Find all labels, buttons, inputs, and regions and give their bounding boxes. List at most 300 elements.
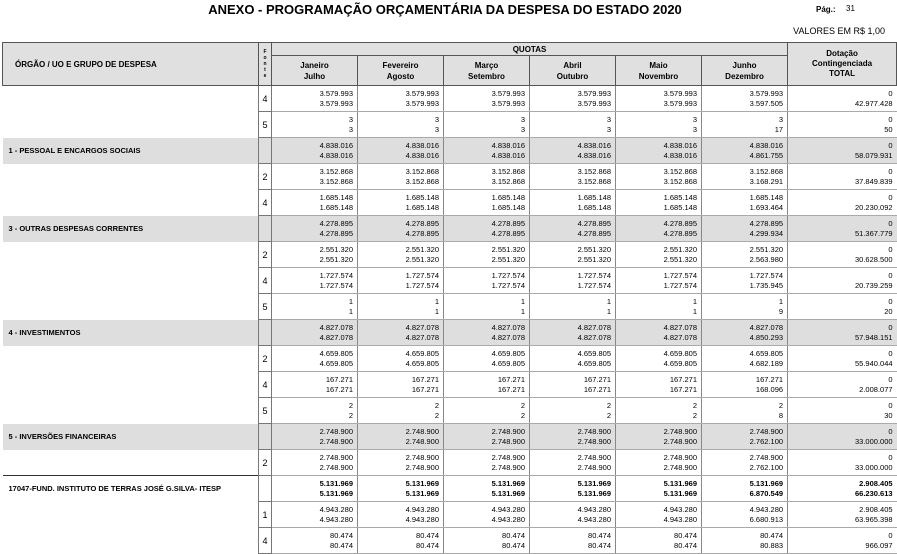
value-second-half: 50	[884, 124, 893, 134]
value-second-half: 4.943.280	[663, 514, 697, 524]
quota-cell	[616, 86, 702, 112]
page-number: 31	[846, 4, 855, 13]
quota-cell	[616, 164, 702, 190]
value-second-half: 30.628.500	[855, 254, 893, 264]
row-label: 4 - INVESTIMENTOS	[3, 320, 259, 346]
value-second-half: 80.474	[416, 540, 439, 550]
value-first-half: 3	[692, 114, 697, 124]
value-second-half: 1.727.574	[577, 280, 611, 290]
value-first-half: 3.579.993	[491, 88, 525, 98]
column-header-orgao: ÓRGÃO / UO E GRUPO DE DESPESA	[3, 43, 259, 86]
value-second-half: 4.278.895	[491, 228, 525, 238]
row-fonte: 5	[259, 112, 272, 138]
quota-cell	[530, 476, 616, 502]
value-first-half: 1.685.148	[663, 192, 697, 202]
row-fonte: 5	[259, 398, 272, 424]
value-second-half: 5.131.969	[491, 488, 525, 498]
value-second-half: 2.748.900	[577, 462, 611, 472]
value-first-half: 4.838.016	[577, 140, 611, 150]
value-second-half: 5.131.969	[319, 488, 353, 498]
value-second-half: 6.680.913	[749, 514, 784, 524]
value-first-half: 5.131.969	[491, 478, 525, 488]
value-first-half: 4.278.895	[319, 218, 353, 228]
value-first-half: 167.271	[411, 374, 439, 384]
value-first-half: 1	[348, 296, 353, 306]
value-second-half: 8	[778, 410, 784, 420]
quota-cell	[358, 294, 444, 320]
value-second-half: 42.977.428	[855, 98, 893, 108]
value-first-half: 2.748.900	[491, 452, 525, 462]
value-first-half: 0	[888, 270, 893, 280]
table-row	[3, 112, 897, 138]
value-first-half: 3.152.868	[663, 166, 697, 176]
total-header-line2: Contingenciada	[812, 59, 873, 68]
table-row	[3, 164, 897, 190]
row-label	[3, 86, 259, 112]
row-label	[3, 242, 259, 268]
quota-cell	[272, 450, 358, 476]
quota-cell	[272, 476, 358, 502]
quota-cell	[530, 294, 616, 320]
value-second-half: 2.748.900	[405, 436, 439, 446]
value-first-half: 2.551.320	[749, 244, 784, 254]
value-first-half: 2.551.320	[319, 244, 353, 254]
quota-cell	[616, 320, 702, 346]
value-first-half: 4.943.280	[749, 504, 784, 514]
value-second-half: 4.861.755	[749, 150, 784, 160]
column-header-month: Maio Novembro	[616, 56, 702, 86]
total-cell	[788, 502, 897, 528]
value-first-half: 1.685.148	[577, 192, 611, 202]
total-header-line3: TOTAL	[829, 69, 855, 78]
value-first-half: 0	[888, 140, 893, 150]
value-second-half: 1.685.148	[491, 202, 525, 212]
value-first-half: 2.551.320	[577, 244, 611, 254]
value-first-half: 2	[606, 400, 611, 410]
value-first-half: 2	[434, 400, 439, 410]
value-first-half: 2.748.900	[749, 426, 784, 436]
value-second-half: 3.152.868	[663, 176, 697, 186]
value-second-half: 167.271	[325, 384, 353, 394]
total-header-line1: Dotação	[826, 49, 858, 58]
value-second-half: 1	[520, 306, 525, 316]
row-label	[3, 268, 259, 294]
quota-cell	[616, 190, 702, 216]
value-first-half: 0	[888, 296, 893, 306]
quota-cell	[444, 216, 530, 242]
value-second-half: 2	[692, 410, 697, 420]
column-header-fonte: F o n t e	[259, 43, 272, 86]
value-second-half: 4.850.293	[749, 332, 784, 342]
quota-cell	[444, 424, 530, 450]
quota-cell	[358, 346, 444, 372]
value-first-half: 3	[434, 114, 439, 124]
value-second-half: 4.943.280	[491, 514, 525, 524]
value-second-half: 2	[348, 410, 353, 420]
value-second-half: 2.762.100	[749, 462, 784, 472]
value-first-half: 2	[520, 400, 525, 410]
value-second-half: 3.579.993	[319, 98, 353, 108]
total-cell	[788, 294, 897, 320]
value-first-half: 4.943.280	[319, 504, 353, 514]
value-first-half: 3.579.993	[405, 88, 439, 98]
quota-cell	[702, 372, 788, 398]
value-first-half: 3.152.868	[491, 166, 525, 176]
value-first-half: 2.748.900	[491, 426, 525, 436]
quota-cell	[272, 346, 358, 372]
quota-cell	[444, 242, 530, 268]
value-second-half: 167.271	[583, 384, 611, 394]
value-first-half: 80.474	[416, 530, 439, 540]
quota-cell	[530, 528, 616, 554]
value-first-half: 0	[888, 348, 893, 358]
value-second-half: 55.940.044	[855, 358, 893, 368]
quota-cell	[530, 242, 616, 268]
value-second-half: 2	[434, 410, 439, 420]
row-fonte: 4	[259, 268, 272, 294]
value-first-half: 2.551.320	[491, 244, 525, 254]
quota-cell	[702, 164, 788, 190]
value-first-half: 0	[888, 452, 893, 462]
quota-cell	[530, 164, 616, 190]
column-header-month: Janeiro Julho	[272, 56, 358, 86]
value-first-half: 167.271	[497, 374, 525, 384]
quota-cell	[702, 320, 788, 346]
quota-cell	[444, 372, 530, 398]
quota-cell	[358, 528, 444, 554]
quota-cell	[616, 216, 702, 242]
quota-cell	[444, 164, 530, 190]
value-second-half: 2.748.900	[319, 436, 353, 446]
value-first-half: 80.474	[674, 530, 697, 540]
value-second-half: 2.748.900	[663, 462, 697, 472]
value-first-half: 1.727.574	[663, 270, 697, 280]
row-fonte: 4	[259, 528, 272, 554]
value-first-half: 4.827.078	[663, 322, 697, 332]
quota-cell	[616, 138, 702, 164]
value-first-half: 1.727.574	[749, 270, 784, 280]
value-first-half: 1.727.574	[491, 270, 525, 280]
value-second-half: 4.943.280	[319, 514, 353, 524]
value-first-half: 0	[888, 88, 893, 98]
value-second-half: 2.748.900	[319, 462, 353, 472]
value-second-half: 2	[520, 410, 525, 420]
value-first-half: 3	[520, 114, 525, 124]
quota-cell	[444, 346, 530, 372]
value-first-half: 4.278.895	[577, 218, 611, 228]
quota-cell	[358, 476, 444, 502]
value-second-half: 1.685.148	[319, 202, 353, 212]
value-second-half: 63.965.398	[855, 514, 893, 524]
quota-cell	[358, 190, 444, 216]
table-body	[3, 86, 897, 554]
value-first-half: 1.685.148	[491, 192, 525, 202]
value-first-half: 3.579.993	[749, 88, 784, 98]
value-second-half: 3.152.868	[491, 176, 525, 186]
quota-cell	[702, 242, 788, 268]
value-first-half: 4.278.895	[749, 218, 784, 228]
value-first-half: 4.278.895	[491, 218, 525, 228]
value-second-half: 4.682.189	[749, 358, 784, 368]
total-cell	[788, 138, 897, 164]
quota-cell	[272, 268, 358, 294]
value-first-half: 2.748.900	[577, 452, 611, 462]
quota-cell	[444, 398, 530, 424]
value-second-half: 3.168.291	[749, 176, 784, 186]
table-row	[3, 216, 897, 242]
row-label	[3, 346, 259, 372]
value-first-half: 167.271	[755, 374, 784, 384]
quota-cell	[444, 112, 530, 138]
value-second-half: 3	[520, 124, 525, 134]
value-first-half: 4.278.895	[663, 218, 697, 228]
value-second-half: 1.685.148	[577, 202, 611, 212]
quota-cell	[616, 502, 702, 528]
table-row	[3, 268, 897, 294]
value-second-half: 51.367.779	[855, 228, 893, 238]
value-second-half: 5.131.969	[577, 488, 611, 498]
value-second-half: 2.551.320	[577, 254, 611, 264]
row-fonte: 4	[259, 372, 272, 398]
value-first-half: 2.551.320	[405, 244, 439, 254]
row-label	[3, 294, 259, 320]
value-second-half: 1.735.945	[749, 280, 784, 290]
table-row	[3, 476, 897, 502]
value-first-half: 167.271	[325, 374, 353, 384]
value-second-half: 4.299.934	[749, 228, 784, 238]
value-first-half: 1	[692, 296, 697, 306]
value-first-half: 4.827.078	[491, 322, 525, 332]
table-row	[3, 346, 897, 372]
value-first-half: 3	[348, 114, 353, 124]
value-second-half: 1	[348, 306, 353, 316]
value-first-half: 3.152.868	[749, 166, 784, 176]
value-first-half: 2	[692, 400, 697, 410]
value-second-half: 1.727.574	[663, 280, 697, 290]
value-second-half: 3.597.505	[749, 98, 784, 108]
value-second-half: 2.563.980	[749, 254, 784, 264]
table-row	[3, 398, 897, 424]
value-second-half: 3	[692, 124, 697, 134]
quota-cell	[616, 112, 702, 138]
value-first-half: 1.727.574	[319, 270, 353, 280]
value-first-half: 0	[888, 426, 893, 436]
row-fonte: 4	[259, 86, 272, 112]
quota-cell	[616, 476, 702, 502]
value-second-half: 80.474	[674, 540, 697, 550]
value-first-half: 4.827.078	[577, 322, 611, 332]
value-second-half: 3.152.868	[405, 176, 439, 186]
row-fonte: 2	[259, 450, 272, 476]
row-label: 1 - PESSOAL E ENCARGOS SOCIAIS	[3, 138, 259, 164]
value-first-half: 2.551.320	[663, 244, 697, 254]
column-header-month: Fevereiro Agosto	[358, 56, 444, 86]
table-row	[3, 372, 897, 398]
value-first-half: 0	[888, 374, 893, 384]
value-first-half: 4.838.016	[319, 140, 353, 150]
quota-cell	[444, 450, 530, 476]
value-first-half: 167.271	[669, 374, 697, 384]
value-second-half: 37.849.839	[855, 176, 893, 186]
value-first-half: 3.579.993	[319, 88, 353, 98]
table-row	[3, 502, 897, 528]
value-first-half: 3	[606, 114, 611, 124]
quota-cell	[444, 138, 530, 164]
total-cell	[788, 216, 897, 242]
total-cell	[788, 164, 897, 190]
value-first-half: 4.943.280	[663, 504, 697, 514]
quota-cell	[702, 450, 788, 476]
value-second-half: 2.748.900	[491, 462, 525, 472]
value-first-half: 2.908.405	[859, 478, 893, 488]
value-second-half: 2.551.320	[491, 254, 525, 264]
quota-cell	[272, 112, 358, 138]
quota-cell	[616, 372, 702, 398]
total-cell	[788, 190, 897, 216]
total-cell	[788, 320, 897, 346]
quota-cell	[272, 424, 358, 450]
value-second-half: 80.474	[588, 540, 611, 550]
value-second-half: 167.271	[497, 384, 525, 394]
table-row	[3, 528, 897, 554]
quota-cell	[444, 476, 530, 502]
total-cell	[788, 372, 897, 398]
value-first-half: 2	[778, 400, 784, 410]
value-first-half: 0	[888, 530, 893, 540]
quota-cell	[272, 372, 358, 398]
quota-cell	[444, 320, 530, 346]
value-second-half: 3.152.868	[319, 176, 353, 186]
quota-cell	[530, 190, 616, 216]
value-second-half: 4.278.895	[319, 228, 353, 238]
value-first-half: 4.838.016	[405, 140, 439, 150]
value-first-half: 4.838.016	[749, 140, 784, 150]
quota-cell	[358, 138, 444, 164]
value-first-half: 0	[888, 218, 893, 228]
row-label	[3, 450, 259, 476]
value-second-half: 1.727.574	[405, 280, 439, 290]
value-second-half: 167.271	[669, 384, 697, 394]
column-header-month: Junho Dezembro	[702, 56, 788, 86]
quota-cell	[444, 86, 530, 112]
row-fonte: 2	[259, 346, 272, 372]
value-first-half: 2.748.900	[405, 452, 439, 462]
quota-cell	[530, 216, 616, 242]
value-first-half: 0	[888, 244, 893, 254]
quota-cell	[702, 86, 788, 112]
row-fonte	[259, 216, 272, 242]
values-note: VALORES EM R$ 1,00	[793, 26, 885, 36]
value-first-half: 1	[778, 296, 784, 306]
value-first-half: 3.152.868	[405, 166, 439, 176]
value-second-half: 2.748.900	[577, 436, 611, 446]
value-first-half: 1	[520, 296, 525, 306]
total-cell	[788, 476, 897, 502]
value-second-half: 3	[606, 124, 611, 134]
value-second-half: 5.131.969	[405, 488, 439, 498]
row-label	[3, 164, 259, 190]
value-first-half: 5.131.969	[577, 478, 611, 488]
value-second-half: 2.551.320	[405, 254, 439, 264]
quota-cell	[272, 164, 358, 190]
value-first-half: 80.474	[760, 530, 784, 540]
value-first-half: 0	[888, 166, 893, 176]
row-label	[3, 398, 259, 424]
quota-cell	[530, 268, 616, 294]
row-label: 17047-FUND. INSTITUTO DE TERRAS JOSÉ G.SILVA- ITESP	[3, 476, 259, 502]
row-fonte: 2	[259, 242, 272, 268]
value-second-half: 4.659.805	[405, 358, 439, 368]
value-second-half: 20	[884, 306, 893, 316]
quota-cell	[444, 190, 530, 216]
value-first-half: 1.727.574	[577, 270, 611, 280]
row-fonte: 1	[259, 502, 272, 528]
column-header-month: Março Setembro	[444, 56, 530, 86]
value-second-half: 3.579.993	[577, 98, 611, 108]
value-second-half: 4.827.078	[491, 332, 525, 342]
quota-cell	[530, 86, 616, 112]
value-second-half: 4.827.078	[319, 332, 353, 342]
value-first-half: 4.278.895	[405, 218, 439, 228]
value-second-half: 3.579.993	[491, 98, 525, 108]
value-second-half: 2.551.320	[319, 254, 353, 264]
value-second-half: 1.727.574	[319, 280, 353, 290]
quota-cell	[272, 242, 358, 268]
quota-cell	[444, 294, 530, 320]
value-second-half: 2	[606, 410, 611, 420]
row-label	[3, 190, 259, 216]
row-label	[3, 502, 259, 528]
quota-cell	[702, 346, 788, 372]
quota-cell	[358, 112, 444, 138]
quota-cell	[530, 372, 616, 398]
row-fonte: 2	[259, 164, 272, 190]
quota-cell	[358, 372, 444, 398]
total-cell	[788, 112, 897, 138]
quota-cell	[530, 502, 616, 528]
row-label: 3 - OUTRAS DESPESAS CORRENTES	[3, 216, 259, 242]
quota-cell	[272, 528, 358, 554]
quota-cell	[530, 398, 616, 424]
value-second-half: 1.727.574	[491, 280, 525, 290]
quota-cell	[702, 294, 788, 320]
value-second-half: 58.079.931	[855, 150, 893, 160]
value-second-half: 1.685.148	[405, 202, 439, 212]
table-row	[3, 424, 897, 450]
quota-cell	[272, 216, 358, 242]
value-second-half: 80.883	[760, 540, 784, 550]
value-first-half: 80.474	[588, 530, 611, 540]
value-second-half: 4.838.016	[405, 150, 439, 160]
table-row	[3, 190, 897, 216]
quota-cell	[358, 216, 444, 242]
row-label	[3, 112, 259, 138]
value-first-half: 4.838.016	[663, 140, 697, 150]
row-fonte	[259, 320, 272, 346]
quota-cell	[272, 294, 358, 320]
value-second-half: 4.943.280	[577, 514, 611, 524]
total-cell	[788, 242, 897, 268]
quota-cell	[530, 424, 616, 450]
quota-cell	[530, 320, 616, 346]
value-second-half: 1	[692, 306, 697, 316]
budget-table	[2, 42, 897, 554]
row-label	[3, 372, 259, 398]
value-first-half: 4.827.078	[405, 322, 439, 332]
value-first-half: 2.748.900	[405, 426, 439, 436]
table-row	[3, 450, 897, 476]
quota-cell	[702, 268, 788, 294]
